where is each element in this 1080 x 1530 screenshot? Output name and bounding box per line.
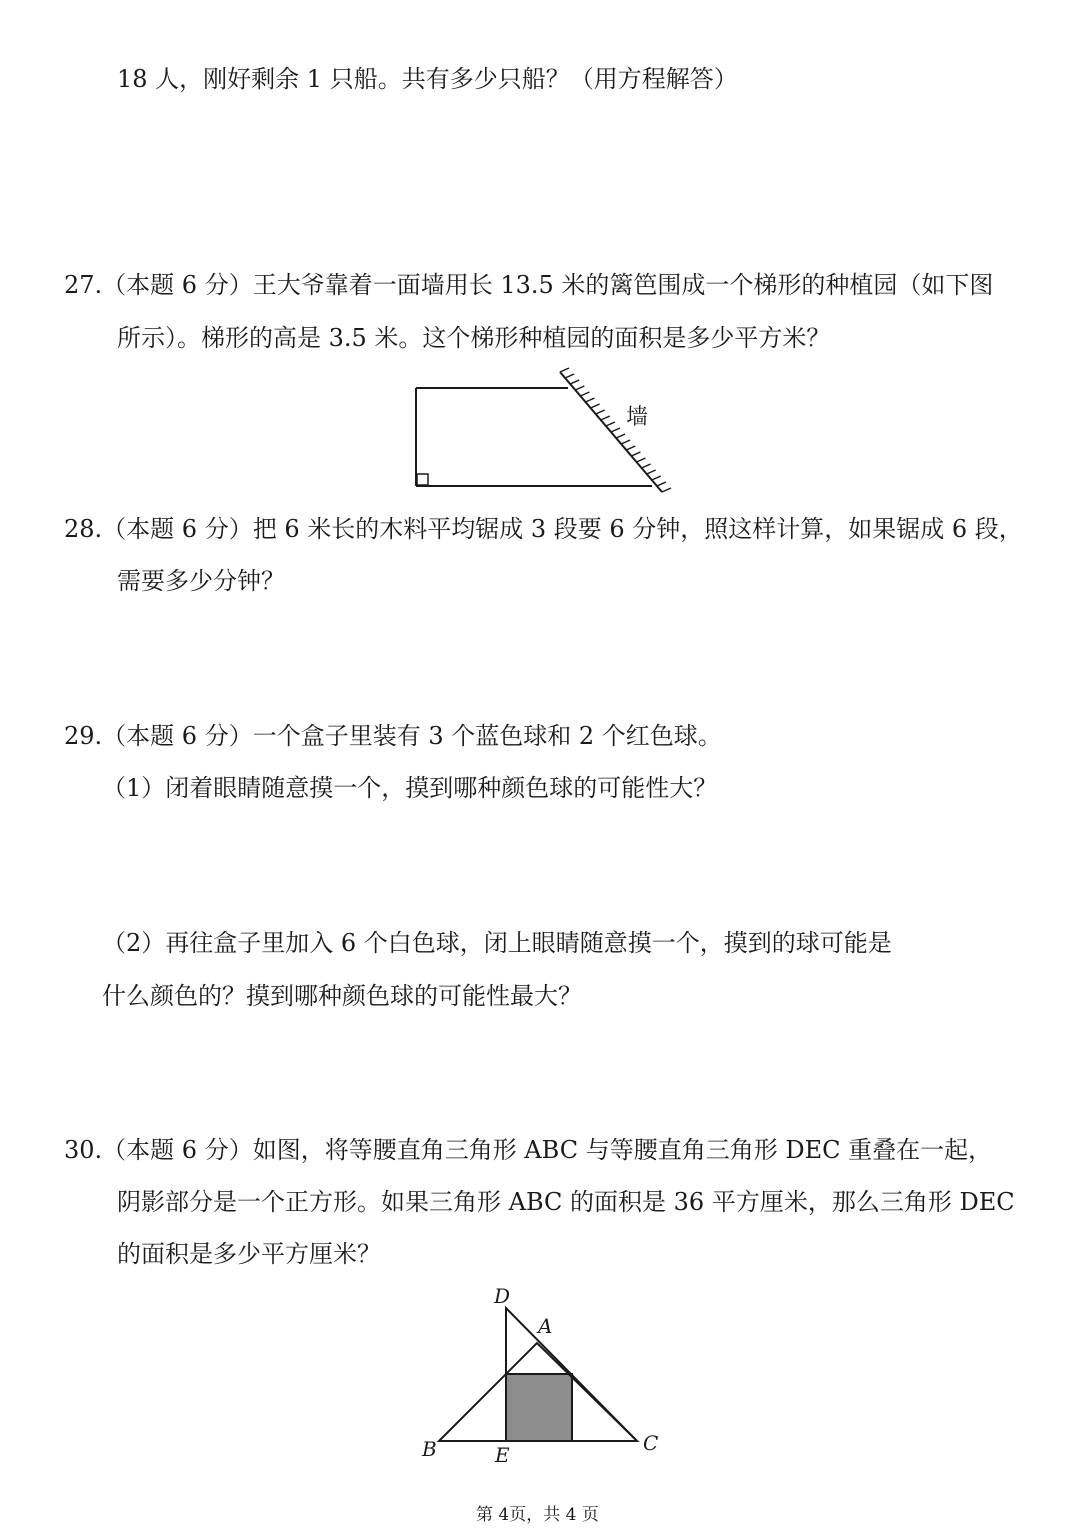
wall-hatch-mark: [575, 386, 584, 390]
q30-text-line1: 30.（本题 6 分）如图，将等腰直角三角形 ABC 与等腰直角三角形 DEC 重叠在一起，: [64, 1136, 993, 1164]
q27-text-line2: 所示）。梯形的高是 3.5 米。这个梯形种植园的面积是多少平方米？: [117, 324, 831, 352]
wall-hatch-mark: [642, 464, 651, 468]
q29-part2-line2: 什么颜色的？摸到哪种颜色球的可能性最大？: [102, 982, 582, 1010]
q30-text-line3: 的面积是多少平方厘米？: [117, 1240, 381, 1268]
wall-hatch-mark: [591, 404, 600, 408]
q29-part2-line1: （2）再往盒子里加入 6 个白色球，闭上眼睛随意摸一个，摸到的球可能是: [102, 929, 892, 957]
page-footer: 第 4页，共 4 页: [476, 1505, 599, 1525]
label-B: B: [422, 1437, 437, 1461]
wall-hatch-mark: [631, 452, 640, 456]
wall-hatch-mark: [616, 434, 625, 438]
wall-hatch-mark: [586, 398, 595, 402]
q30-text-line2: 阴影部分是一个正方形。如果三角形 ABC 的面积是 36 平方厘米，那么三角形 DEC: [117, 1188, 1015, 1216]
q26-continuation-text: 18 人，刚好剩余 1 只船。共有多少只船？（用方程解答）: [117, 65, 738, 93]
wall-hatch-mark: [657, 482, 666, 486]
wall-hatch-mark: [621, 440, 630, 444]
wall-hatch-mark: [611, 428, 620, 432]
q28-text-line2: 需要多少分钟？: [117, 567, 285, 595]
wall-hatch-mark: [580, 392, 589, 396]
label-C: C: [643, 1431, 659, 1455]
q29-text-line1: 29.（本题 6 分）一个盒子里装有 3 个蓝色球和 2 个红色球。: [64, 722, 722, 750]
label-A: A: [538, 1314, 553, 1338]
wall-hatch-mark: [601, 416, 610, 420]
q30-triangles-figure: [410, 1280, 680, 1475]
wall-label: 墙: [626, 405, 649, 430]
wall-hatch-mark: [652, 476, 661, 480]
right-angle-mark: [417, 474, 428, 485]
label-E: E: [495, 1443, 510, 1467]
q27-trapezoid-figure: [400, 360, 680, 500]
wall-hatch-mark: [565, 374, 574, 378]
wall-hatch-mark: [662, 488, 671, 492]
wall-hatching: [560, 368, 671, 492]
wall-hatch-mark: [637, 458, 646, 462]
q28-text-line1: 28.（本题 6 分）把 6 米长的木料平均锯成 3 段要 6 分钟，照这样计算，如果锯成 6 段，: [64, 515, 1023, 543]
label-D: D: [494, 1284, 511, 1308]
wall-hatch-mark: [560, 368, 569, 372]
wall-hatch-mark: [570, 380, 579, 384]
q27-text-line1: 27.（本题 6 分）王大爷靠着一面墙用长 13.5 米的篱笆围成一个梯形的种植园（如下图: [64, 271, 994, 299]
wall-hatch-mark: [647, 470, 656, 474]
q29-part1: （1）闭着眼睛随意摸一个，摸到哪种颜色球的可能性大？: [102, 774, 718, 802]
trapezoid-garden: [416, 372, 662, 492]
wall-hatch-mark: [606, 422, 615, 426]
wall-hatch-mark: [626, 446, 635, 450]
wall-hatch-mark: [596, 410, 605, 414]
shaded-square: [506, 1374, 572, 1441]
